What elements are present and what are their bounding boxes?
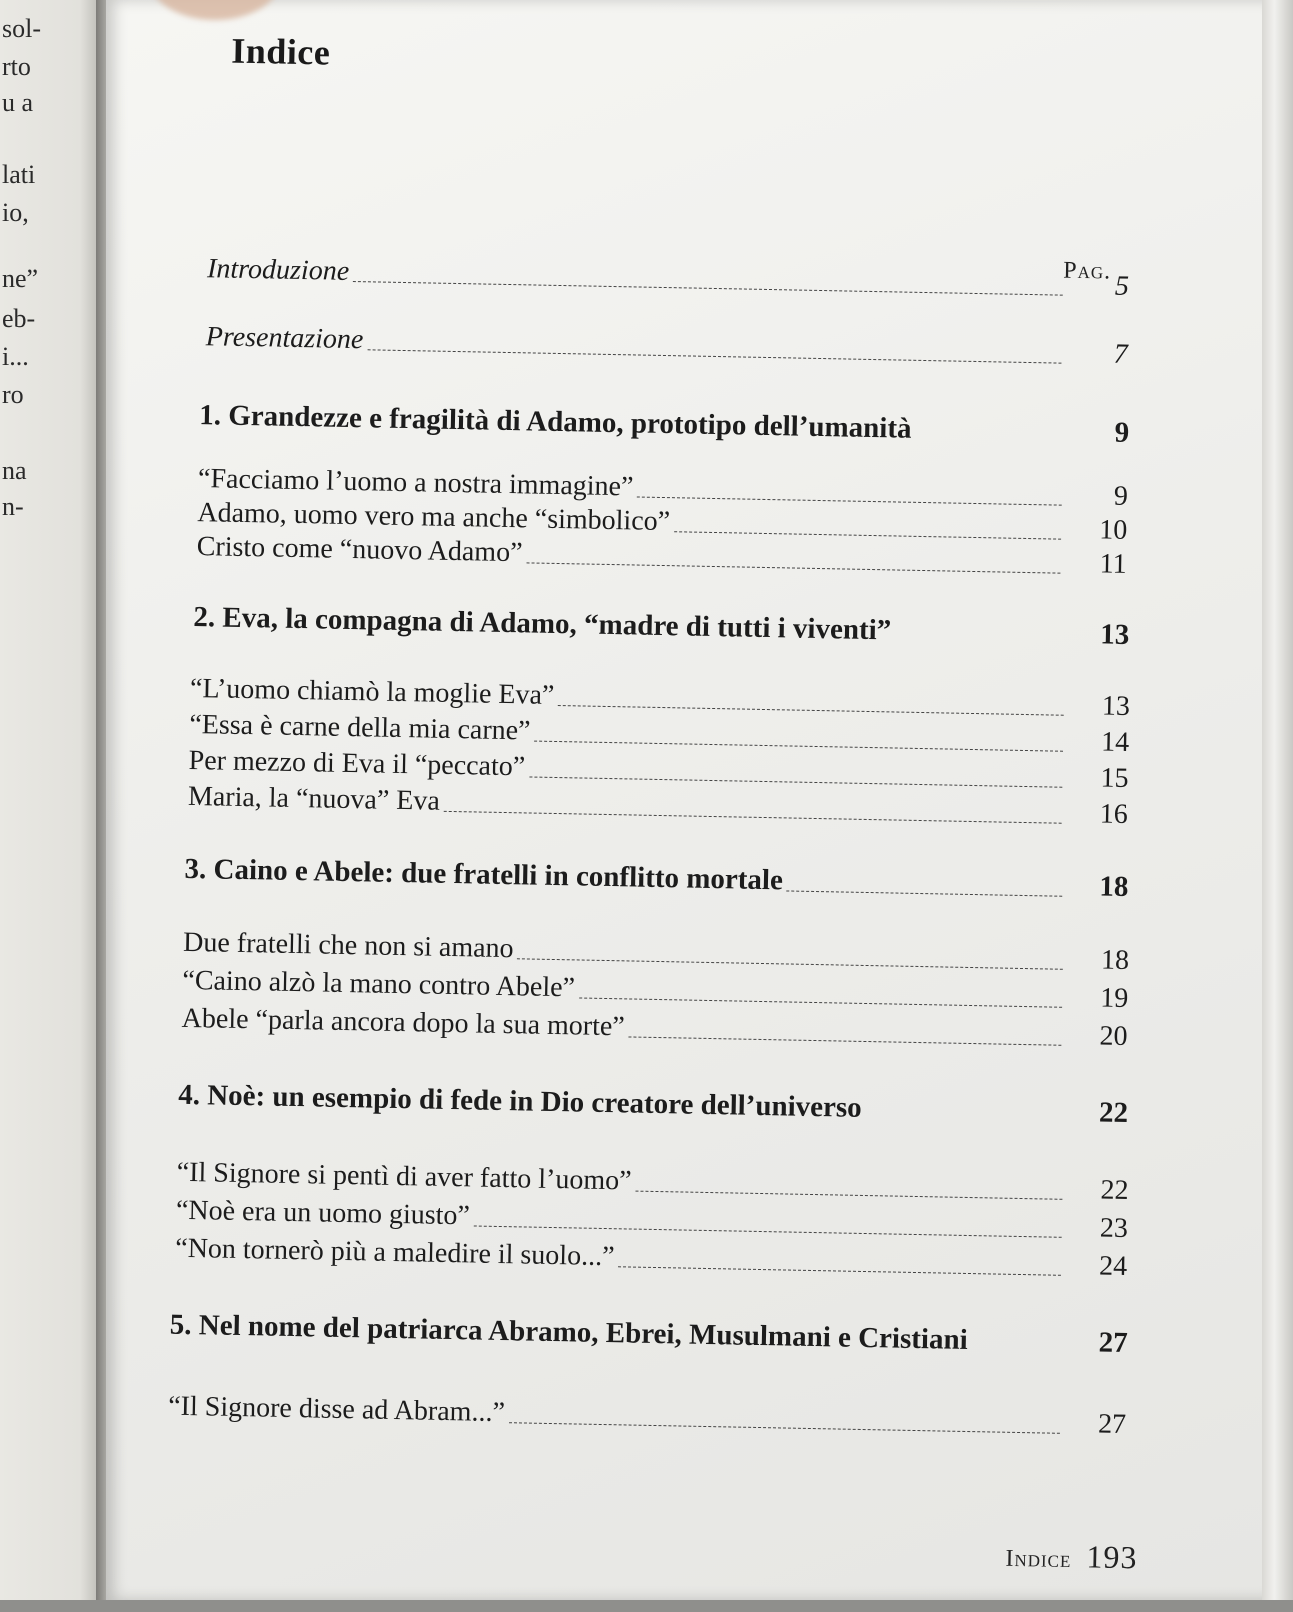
left-page-fragment: ne” bbox=[2, 264, 39, 293]
chapter-page: 27 bbox=[1098, 1326, 1128, 1360]
leader-dots bbox=[509, 1422, 1060, 1434]
toc-page: 15 bbox=[1100, 762, 1129, 794]
toc-label: “Noè era un uomo giusto” bbox=[175, 1194, 471, 1232]
toc-label: “Il Signore si pentì di aver fatto l’uomo” bbox=[176, 1156, 632, 1197]
toc-chapter-2[interactable] bbox=[193, 601, 1129, 652]
leader-space bbox=[866, 1119, 1062, 1123]
toc-page: 20 bbox=[1099, 1020, 1128, 1053]
toc-label: Due fratelli che non si amano bbox=[182, 926, 514, 965]
leader-dots bbox=[353, 281, 1063, 296]
chapter-title: 1. Grandezze e fragilità di Adamo, prototipo dell’umanità bbox=[198, 399, 912, 445]
toc-label: “L’uomo chiamò la moglie Eva” bbox=[189, 672, 555, 711]
toc-entry[interactable] bbox=[168, 1391, 1126, 1441]
toc-front-presentazione[interactable] bbox=[205, 321, 1127, 371]
leader-dots bbox=[558, 705, 1064, 716]
left-page-fragment: na bbox=[2, 456, 27, 485]
toc-label: Abele “parla ancora dopo la sua morte” bbox=[181, 1002, 626, 1043]
toc-front-introduzione[interactable] bbox=[207, 253, 1129, 303]
left-page-fragment: io, bbox=[2, 198, 29, 227]
chapter-page: 18 bbox=[1099, 870, 1129, 904]
chapter-page: 22 bbox=[1098, 1096, 1129, 1130]
leader-dots bbox=[474, 1226, 1062, 1238]
toc-page: 24 bbox=[1098, 1250, 1128, 1283]
toc-page: 9 bbox=[1113, 480, 1129, 512]
toc-chapter-5[interactable] bbox=[170, 1309, 1128, 1360]
left-page-fragment: rto bbox=[2, 52, 31, 81]
toc-page: 11 bbox=[1099, 548, 1127, 580]
left-page-fragment: u a bbox=[2, 88, 34, 117]
toc-label: “Non tornerò più a maledire il suolo...” bbox=[175, 1232, 615, 1273]
chapter-title: 3. Caino e Abele: due fratelli in conflitto mortale bbox=[184, 852, 784, 897]
chapter-title: 2. Eva, la compagna di Adamo, “madre di tutti i viventi” bbox=[193, 601, 892, 647]
toc-page: 19 bbox=[1099, 982, 1129, 1015]
page-column-label: Pag. bbox=[1062, 257, 1112, 285]
toc-label: “Essa è carne della mia carne” bbox=[189, 708, 531, 747]
toc-page: 5 bbox=[1114, 270, 1130, 302]
leader-dots bbox=[526, 562, 1060, 573]
toc-chapter-4[interactable] bbox=[178, 1079, 1128, 1130]
leader-dots bbox=[367, 349, 1061, 363]
left-page-fragment: i... bbox=[2, 342, 29, 371]
leader-dots bbox=[529, 776, 1062, 787]
toc-chapter-1[interactable] bbox=[199, 399, 1129, 450]
toc-page: 10 bbox=[1098, 514, 1128, 546]
leader-dots bbox=[637, 497, 1062, 506]
toc-page: 18 bbox=[1100, 944, 1130, 977]
toc-label: Presentazione bbox=[205, 321, 364, 356]
toc-label: Adamo, uomo vero ma anche “simbolico” bbox=[197, 497, 671, 538]
left-page-fragment: eb- bbox=[2, 304, 36, 333]
toc-page: 23 bbox=[1099, 1212, 1129, 1245]
page-footer bbox=[1005, 1537, 1138, 1577]
leader-dots bbox=[444, 811, 1062, 824]
leader-space bbox=[971, 1351, 1061, 1353]
toc-label: Introduzione bbox=[206, 253, 350, 287]
leader-space bbox=[915, 440, 1063, 443]
left-page-fragment: ro bbox=[2, 380, 24, 409]
chapter-page: 13 bbox=[1099, 618, 1130, 651]
leader-dots bbox=[534, 741, 1063, 752]
toc-page: 13 bbox=[1101, 690, 1131, 723]
toc-chapter-3[interactable] bbox=[184, 853, 1128, 904]
leader-space bbox=[895, 641, 1063, 644]
footer-page-number: 193 bbox=[1086, 1538, 1138, 1576]
leader-dots bbox=[787, 890, 1063, 896]
leader-dots bbox=[674, 531, 1061, 539]
toc-label: “Facciamo l’uomo a nostra immagine” bbox=[197, 463, 634, 503]
toc-page: 27 bbox=[1097, 1408, 1127, 1441]
toc-page: 16 bbox=[1099, 798, 1129, 830]
toc-page: 7 bbox=[1113, 338, 1128, 370]
leader-dots bbox=[517, 958, 1062, 969]
toc-page: 22 bbox=[1100, 1174, 1129, 1207]
toc-label: Cristo come “nuovo Adamo” bbox=[196, 531, 523, 569]
toc-label: “Caino alzò la mano contro Abele” bbox=[182, 964, 576, 1004]
footer-label: Indice bbox=[1005, 1545, 1072, 1574]
chapter-title: 4. Noè: un esempio di fede in Dio creatore dell’universo bbox=[177, 1078, 863, 1124]
left-page-fragment: sol- bbox=[2, 14, 41, 43]
chapter-page: 9 bbox=[1114, 416, 1130, 449]
toc-label: Per mezzo di Eva il “peccato” bbox=[188, 744, 526, 783]
leader-dots bbox=[635, 1191, 1062, 1200]
toc-label: Maria, la “nuova” Eva bbox=[187, 780, 441, 817]
chapter-title: 5. Nel nome del patriarca Abramo, Ebrei, Musulmani e Cristiani bbox=[169, 1308, 969, 1357]
left-page-fragment: n- bbox=[2, 492, 24, 521]
toc-label: “Il Signore disse ad Abram...” bbox=[167, 1390, 506, 1429]
leader-dots bbox=[579, 997, 1062, 1007]
leader-dots bbox=[618, 1266, 1061, 1275]
leader-dots bbox=[629, 1036, 1062, 1045]
toc-page: 14 bbox=[1100, 726, 1130, 758]
page-title: Indice bbox=[230, 30, 331, 73]
left-page-fragment: lati bbox=[2, 160, 36, 189]
